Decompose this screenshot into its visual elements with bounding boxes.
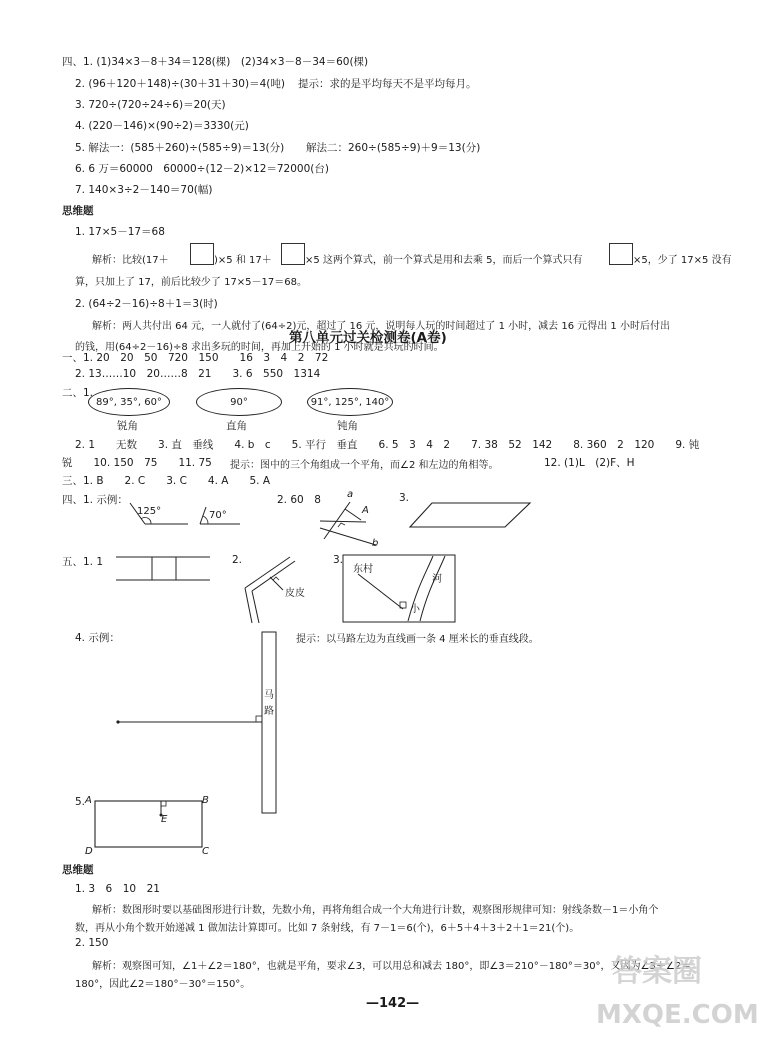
thinking1-explain-1d: ×5，少了 17×5 没有 [633,255,732,266]
right-angle-mark-5 [161,801,166,806]
thinking2-explain-2a: 解析：观察图可知，∠1＋∠2＝180°，也就是平角，要求∠3，可以用总和减去 180°，即∠3＝210°－180°＝30°，又因为∠3＋∠2＝ [92,961,692,972]
label-village: 东村 [353,564,373,575]
thinking1-answer-1: 1. 17×5－17＝68 [75,226,165,238]
right-angle-mark-4 [256,716,262,722]
page-number: —142— [366,996,420,1011]
river-bank-2 [420,556,445,621]
road-edge-1 [245,557,290,588]
thinking2-explain-1a: 解析：数图形时要以基础图形进行计数，先数小角，再将角组合成一个大角进行计数，观察图形规律可知：射线条数－1＝小角个 [92,905,659,916]
label-b: b [372,538,379,549]
sec4-label: 四、1. 示例： [62,494,128,506]
perp-to-a [320,521,366,522]
sec3-row: 三、1. B 2. C 3. C 4. A 5. A [62,475,271,487]
sec2-label: 二、1. [62,387,94,399]
village-to-river [358,574,403,609]
oval-obtuse-text: 91°, 125°, 140° [310,396,390,408]
pipi-perp [270,577,283,590]
caption-right: 直角 [226,420,247,432]
oval-acute-text: 89°, 35°, 60° [96,396,162,408]
part4-line-2-tip: 提示：求的是平均每天不是平均每月。 [298,78,477,90]
sec2-row-3b-tip: 提示：图中的三个角组成一个平角，而∠2 和左边的角相等。 [230,460,499,471]
label-river: 河 [432,574,442,585]
thinking1-explain-1c: ×5 这两个算式，前一个算式是用和去乘 5，而后一个算式只有 [305,255,583,266]
watermark-bottom: MXQE.COM [596,1000,759,1030]
road-edge-4 [252,591,259,623]
road-label-1: 马 [264,690,274,701]
line-b [320,528,376,545]
road-label-2: 路 [264,706,274,717]
thinking1-explain-1a: 解析：比较(17＋ [92,255,169,266]
part4-line-2: 2. (96＋120＋148)÷(30＋31＋30)＝4(吨) [75,78,285,90]
part4-line-5a: 5. 解法一：(585＋260)÷(585÷9)＝13(分) [75,142,285,154]
part4-line-1: 四、1. (1)34×3－8＋34＝128(棵) (2)34×3－8－34＝60(棵) [62,56,369,68]
thinking2-explain-1b: 数，再从小角个数开始递减 1 做加法计算即可。比如 7 条射线，有 7－1＝6(个)，6＋5＋4＋3＋2＋1＝21(个)。 [75,923,580,934]
part4-line-5b: 解法二：260÷(585÷9)＋9＝13(分) [306,142,481,154]
point-label-C: C [202,846,209,857]
perp-segment [345,509,361,520]
caption-acute: 锐角 [117,420,138,432]
angle-125-label: 125° [137,506,162,517]
label-pipi: 皮皮 [285,588,305,599]
road-rect [262,632,276,813]
point-label-E: E [161,814,168,825]
angle-70-arc [203,516,208,524]
sec5-q4-tip: 提示：以马路左边为直线画一条 4 厘米长的垂直线段。 [296,634,539,645]
right-angle-mark-1 [338,523,345,527]
point-label-A: A [85,795,92,806]
oval-right-text: 90° [230,396,248,408]
thinking1-answer-2: 2. (64÷2－16)÷8＋1＝3(时) [75,298,218,310]
rectangle-ABCD [95,801,202,847]
test-title: 第八单元过关检测卷(A卷) [289,330,447,346]
sec2-row-2: 2. 1 无数 3. 直 垂线 4. b c 5. 平行 垂直 6. 5 3 4 2 7. 38 52 142 8. 360 2 120 9. 钝 [75,439,700,451]
thinking2-answer-2: 2. 150 [75,937,109,949]
sec4-q2: 2. 60 8 [277,494,321,506]
part4-line-7: 7. 140×3÷2－140＝70(幅) [75,184,213,196]
road-edge-2 [245,588,252,623]
angle-70-label: 70° [209,510,227,521]
sec4-q3: 3. [399,492,410,504]
label-school: 小 [410,604,420,615]
thinking-heading-2: 思维题 [62,864,94,876]
thinking2-explain-2b: 180°，因此∠2＝180°－30°＝150°。 [75,979,251,990]
label-A: A [362,505,369,516]
sec5-label: 五、1. 1 [62,556,104,568]
caption-obtuse: 钝角 [337,420,358,432]
segment-endpoint [116,720,119,723]
part4-line-3: 3. 720÷(720÷24÷6)＝20(天) [75,99,226,111]
point-label-B: B [202,795,209,806]
thinking-heading-1: 思维题 [62,205,94,217]
thinking1-explain-2a: 解析：两人共付出 64 元，一人就付了(64÷2)元，超过了 16 元，说明每人玩的时间超过了 1 小时，减去 16 元得出 1 小时后付出 [92,321,670,332]
sec2-row-3a: 锐 10. 150 75 11. 75 [62,457,212,469]
sec1-row-2: 2. 13……10 20……8 21 3. 6 550 1314 [75,368,321,380]
sec2-row-3c: 12. (1)L (2)F、H [544,457,635,469]
sec5-q3: 3. [333,554,344,566]
sec5-q4: 4. 示例： [75,632,120,644]
angle-70-ray-1 [200,507,206,524]
sec1-row-1: 一、1. 20 20 50 720 150 16 3 4 2 72 [62,352,329,364]
thinking1-explain-1b: )×5 和 17＋ [214,255,272,266]
thinking1-explain-2b: 的钱，用(64÷2－16)÷8 求出多玩的时间，再加上开始的 1 小时就是共玩的时间。 [75,342,444,353]
right-angle-mark-2 [273,577,279,580]
sec5-q2: 2. [232,554,243,566]
part4-line-6: 6. 6 万＝60000 60000÷(12－2)×12＝72000(台) [75,163,329,175]
thinking1-explain-1e: 算，只加上了 17，前后比较少了 17×5－17＝68。 [75,277,307,288]
label-a-lower: a [347,489,354,500]
point-label-D: D [85,846,93,857]
thinking2-answer-1: 1. 3 6 10 21 [75,883,160,895]
parallelogram [410,503,530,527]
sec5-q5: 5. [75,796,86,808]
watermark-top: 答案圈 [612,954,702,989]
part4-line-4: 4. (220－146)×(90÷2)＝3330(元) [75,120,249,132]
